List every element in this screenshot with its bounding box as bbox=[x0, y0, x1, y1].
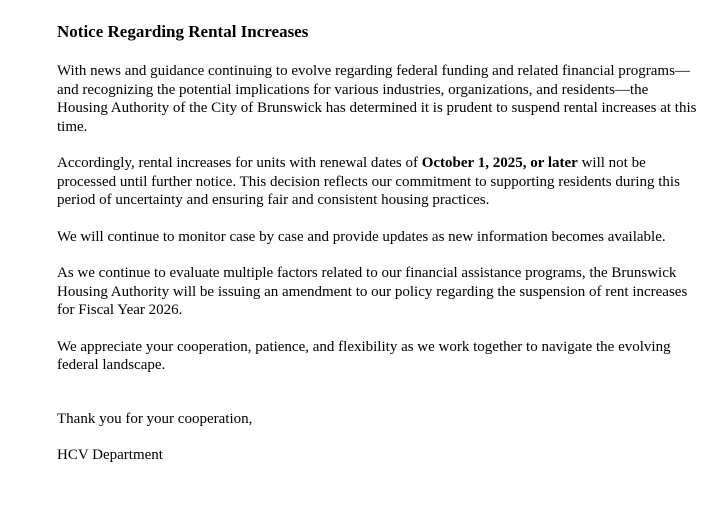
renewal-date-emphasis: October 1, 2025, or later bbox=[421, 155, 578, 171]
paragraph-renewal-dates bbox=[57, 154, 697, 210]
paragraph-policy-amendment: As we continue to evaluate multiple factors related to our financial assistance programs, the Brunswick Housing Authority will be issuing an amendment to our policy regarding the suspension of rent increases for Fiscal Year 2026. bbox=[57, 265, 688, 318]
paragraph-renewal-text-after: will not be processed until further notice. This decision reflects our commitment to supporting residents during this period of uncertainty and ensuring fair and consistent housing practices. bbox=[57, 155, 680, 208]
paragraph-intro: With news and guidance continuing to evolve regarding federal funding and related financial programs—and recognizing the potential implications for various industries, organizations, and residents—the Housing Authority of the City of Brunswick has determined it is prudent to suspend rental increases at this time. bbox=[57, 63, 697, 135]
paragraph-monitoring: We will continue to monitor case by case and provide updates as new information becomes available. bbox=[57, 228, 666, 245]
signature: HCV Department bbox=[57, 447, 163, 463]
notice-title: Notice Regarding Rental Increases bbox=[57, 22, 309, 41]
closing-line: Thank you for your cooperation, bbox=[57, 410, 253, 427]
paragraph-appreciation: We appreciate your cooperation, patience, and flexibility as we work together to navigate the evolving federal landscape. bbox=[57, 338, 671, 373]
notice-document bbox=[57, 22, 697, 483]
paragraph-renewal-text-before: Accordingly, rental increases for units with renewal dates of bbox=[57, 155, 422, 171]
